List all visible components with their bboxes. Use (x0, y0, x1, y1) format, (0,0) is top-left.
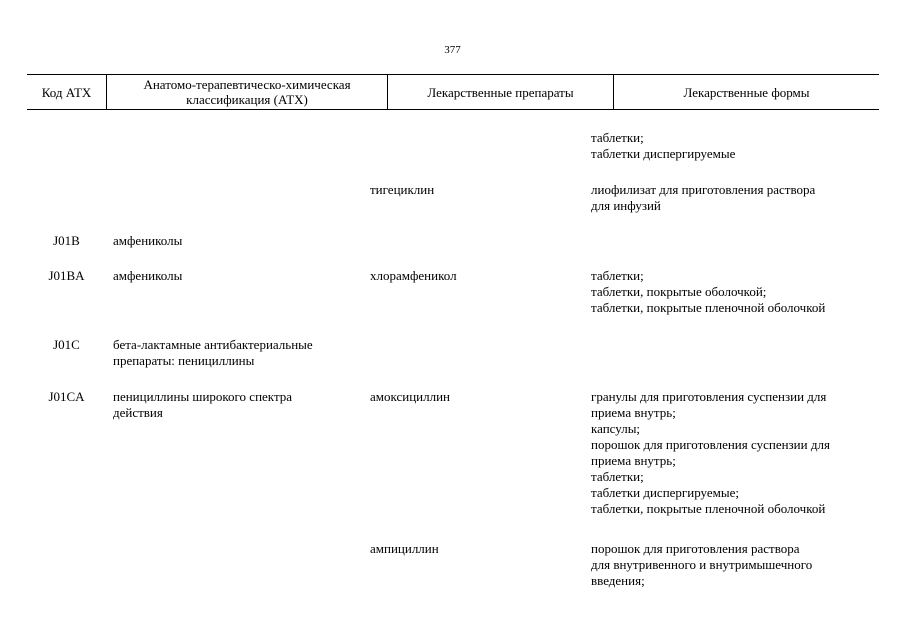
form-line: таблетки; (591, 130, 644, 145)
atc-line: пенициллины широкого спектра (113, 389, 293, 404)
header-atc-line: классификация (АТХ) (186, 92, 308, 107)
code-cell: J01C (53, 337, 80, 352)
form-line: капсулы; (591, 421, 641, 436)
header-drugs: Лекарственные препараты (387, 75, 613, 109)
atc-cell (113, 337, 353, 369)
forms-cell (591, 182, 881, 214)
forms-cell (591, 541, 881, 589)
form-line: гранулы для приготовления суспензии для (591, 389, 827, 404)
form-line: таблетки диспергируемые; (591, 485, 739, 500)
code-cell: J01CA (48, 389, 85, 404)
atc-line: амфениколы (113, 233, 183, 248)
drug-cell: ампициллин (370, 541, 439, 556)
atc-line: бета-лактамные антибактериальные (113, 337, 313, 352)
header-forms: Лекарственные формы (613, 75, 879, 109)
atc-line: препараты: пенициллины (113, 353, 255, 368)
forms-cell (591, 130, 881, 162)
form-line: таблетки диспергируемые (591, 146, 736, 161)
forms-cell (591, 268, 881, 316)
form-line: таблетки, покрытые оболочкой; (591, 284, 767, 299)
drug-cell: тигециклин (370, 182, 435, 197)
code-cell: J01BA (48, 268, 85, 283)
table-header (27, 75, 879, 109)
form-line: введения; (591, 573, 645, 588)
form-line: таблетки; (591, 469, 644, 484)
form-line: приема внутрь; (591, 405, 676, 420)
atc-cell (113, 233, 353, 249)
header-atc (106, 75, 387, 109)
form-line: таблетки; (591, 268, 644, 283)
atc-line: амфениколы (113, 268, 183, 283)
code-cell: J01B (53, 233, 80, 248)
page-number: 377 (444, 44, 461, 56)
form-line: таблетки, покрытые пленочной оболочкой (591, 501, 826, 516)
drug-cell: амоксициллин (370, 389, 451, 404)
atc-cell (113, 268, 353, 284)
form-line: таблетки, покрытые пленочной оболочкой (591, 300, 826, 315)
forms-cell (591, 389, 881, 517)
table-header-rule (27, 109, 879, 110)
form-line: приема внутрь; (591, 453, 676, 468)
form-line: для инфузий (591, 198, 661, 213)
header-code: Код АТХ (41, 84, 92, 100)
atc-line: действия (113, 405, 163, 420)
drug-cell: хлорамфеникол (370, 268, 457, 283)
form-line: лиофилизат для приготовления раствора (591, 182, 816, 197)
atc-cell (113, 389, 353, 421)
form-line: для внутривенного и внутримышечного (591, 557, 813, 572)
form-line: порошок для приготовления суспензии для (591, 437, 830, 452)
form-line: порошок для приготовления раствора (591, 541, 800, 556)
header-atc-line: Анатомо-терапевтическо-химическая (143, 77, 351, 92)
